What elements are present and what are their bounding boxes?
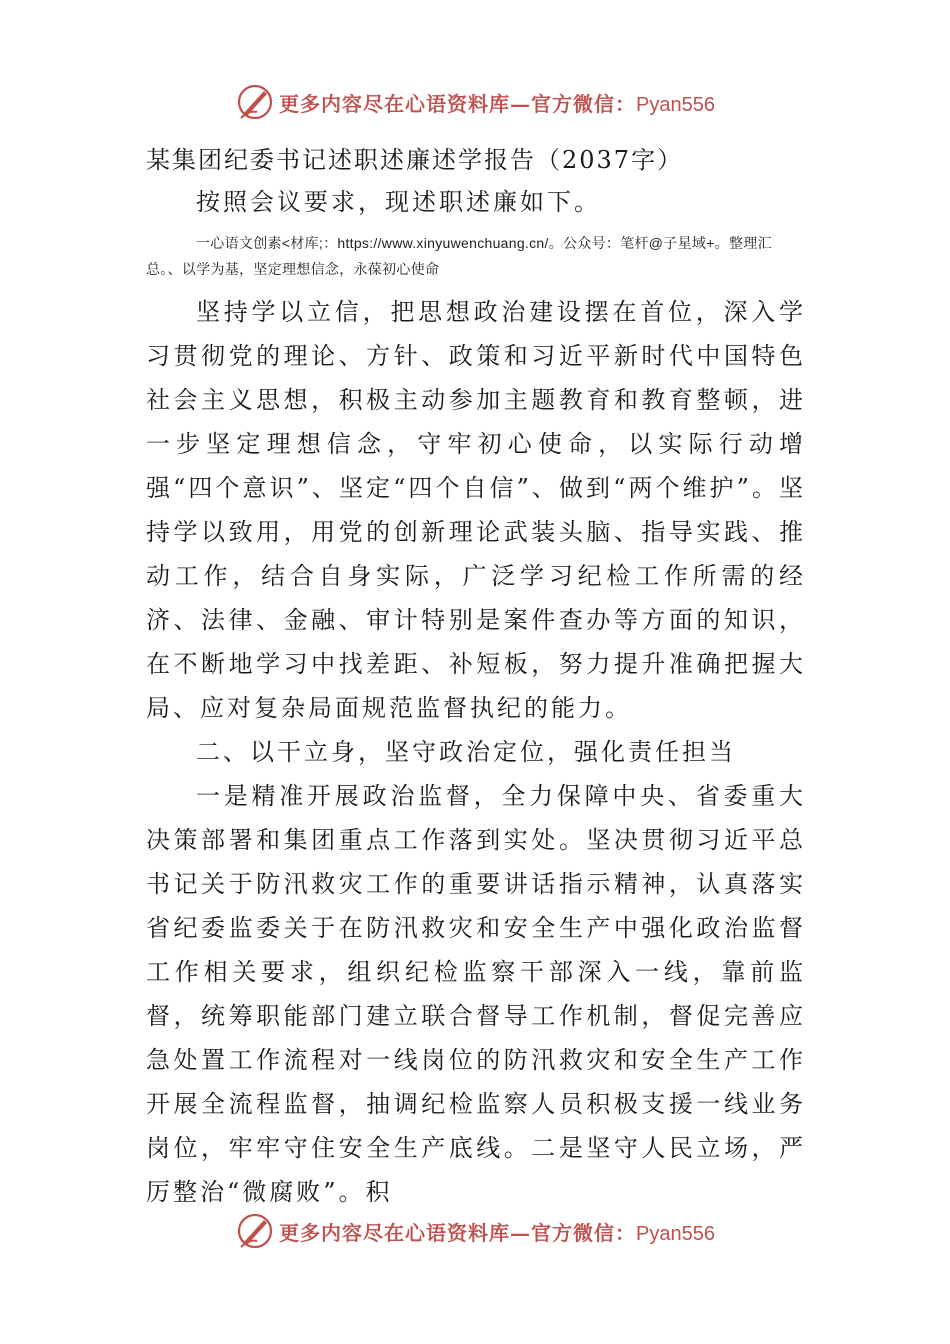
pen-logo-icon (235, 1211, 275, 1251)
wechat-id: Pyan556 (636, 1222, 715, 1245)
section-heading-2: 二、以干立身，坚守政治定位，强化责任担当 (196, 738, 736, 766)
paragraph-supervision: 一是精准开展政治监督，全力保障中央、省委重大决策部署和集团重点工作落到实处。坚决贯彻习近平总书记关于防汛救灾工作的重要讲话指示精神，认真落实省纪委监委关于在防汛救灾和安全生产中强化政治监督工作相关要求，组织纪检监察干部深入一线，靠前监督，统筹职能部门建立联合督导工作机制，督促完善应急处置工作流程对一线岗位的防汛救灾和安全生产工作开展全流程监督，抽调纪检监察人员积极支援一线业务岗位，牢牢守住安全生产底线。二是坚守人民立场，严厉整治“微腐败”。积 (146, 782, 806, 1206)
document-title: 某集团纪委书记述职述廉述学报告（2037字） (146, 146, 684, 174)
wechat-id: Pyan556 (636, 93, 715, 116)
banner-text: 更多内容尽在心语资料库—官方微信：Pyan556 (279, 1220, 715, 1245)
document-body (146, 140, 806, 1214)
banner-text: 更多内容尽在心语资料库—官方微信：Pyan556 (279, 91, 715, 116)
pen-logo-icon (235, 82, 275, 122)
intro-paragraph: 按照会议要求，现述职述廉如下。 (196, 188, 601, 216)
top-watermark-banner (0, 77, 950, 127)
paragraph-study: 坚持学以立信，把思想政治建设摆在首位，深入学习贯彻党的理论、方针、政策和习近平新时代中国特色社会主义思想，积极主动参加主题教育和教育整顿，进一步坚定理想信念，守牢初心使命，以实际行动增强“四个意识”、坚定“四个自信”、做到“两个维护”。坚持学以致用，用党的创新理论武装头脑、指导实践、推动工作，结合自身实际，广泛学习纪检工作所需的经济、法律、金融、审计特别是案件查办等方面的知识，在不断地学习中找差距、补短板，努力提升准确把握大局、应对复杂局面规范监督执纪的能力。 (146, 298, 806, 722)
bottom-watermark-banner (0, 1206, 950, 1256)
source-note: 一心语文创素<材库;：https://www.xinyuwenchuang.cn/。公众号：笔杆@子星域+。整理汇总。、以学为基，坚定理想信念，永葆初心使命 (146, 235, 772, 277)
